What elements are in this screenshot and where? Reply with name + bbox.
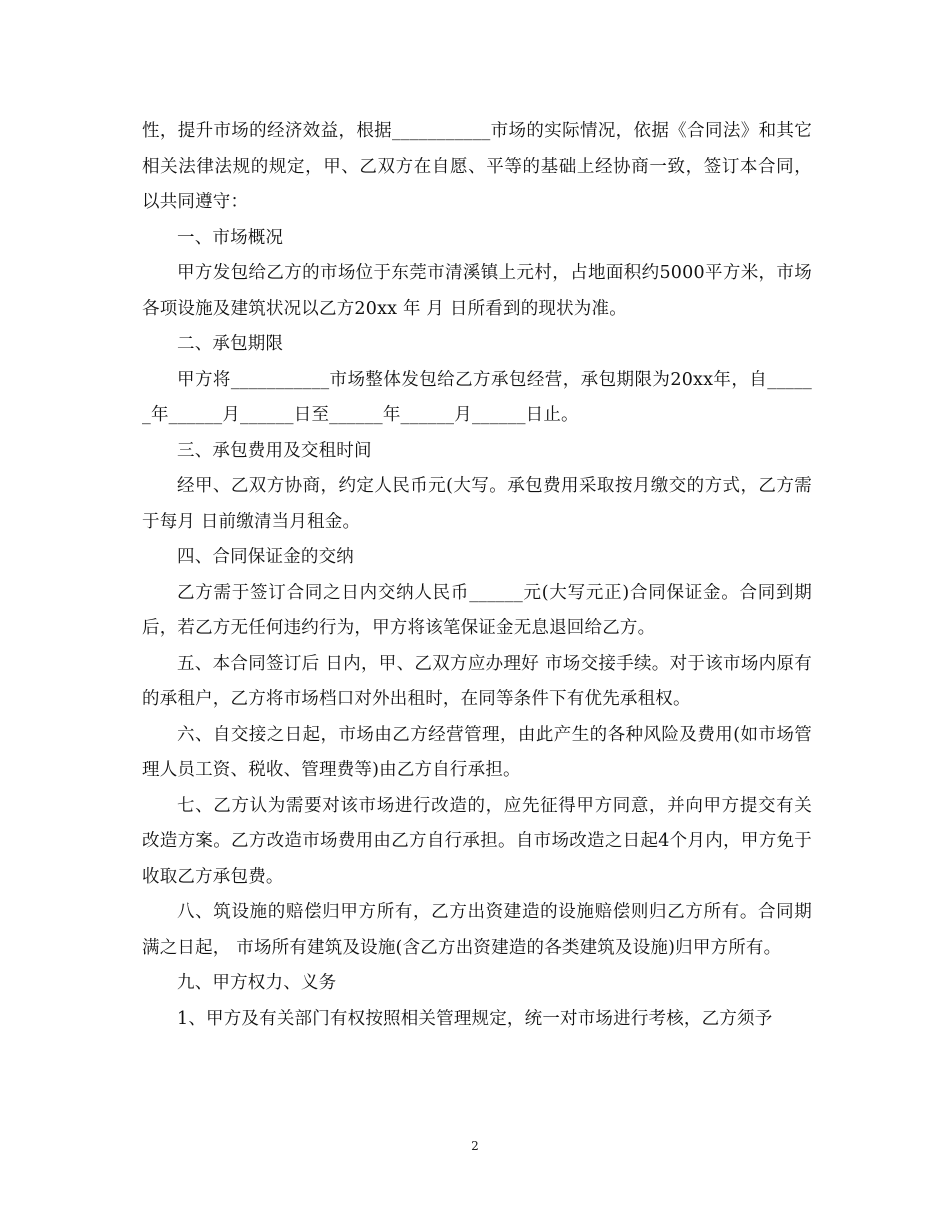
page-number: 2 xyxy=(471,1139,479,1153)
paragraph-intro-continued: 性，提升市场的经济效益，根据___________市场的实际情况，依据《合同法》和其它相关法律法规的规定，甲、乙双方在自愿、平等的基础上经协商一致，签订本合同，以共同遵守： xyxy=(142,121,812,212)
document-body xyxy=(142,114,812,1037)
clause-seven-renovation: 七、乙方认为需要对该市场进行改造的，应先征得甲方同意，并向甲方提交有关改造方案。乙方改造市场费用由乙方自行承担。自市场改造之日起4个月内，甲方免于收取乙方承包费。 xyxy=(142,795,812,887)
paragraph-contract-term: 甲方将___________市场整体发包给乙方承包经营，承包期限为20xx年，自______年______月______日至______年______月______日止。 xyxy=(142,369,812,425)
paragraph-fees-and-rent: 经甲、乙双方协商，约定人民币元(大写。承包费用采取按月缴交的方式，乙方需于每月 日前缴清当月租金。 xyxy=(142,476,812,532)
heading-market-overview: 一、市场概况 xyxy=(177,227,284,248)
heading-fees-and-rent: 三、承包费用及交租时间 xyxy=(177,440,372,461)
heading-deposit: 四、合同保证金的交纳 xyxy=(177,547,354,567)
heading-party-a-rights: 九、甲方权力、义务 xyxy=(177,973,337,993)
clause-six-management: 六、自交接之日起，市场由乙方经营管理，由此产生的各种风险及费用(如市场管理人员工资、税收、管理费等)由乙方自行承担。 xyxy=(142,724,812,780)
paragraph-market-overview: 甲方发包给乙方的市场位于东莞市清溪镇上元村，占地面积约5000平方米，市场各项设施及建筑状况以乙方20xx 年 月 日所看到的现状为准。 xyxy=(142,263,812,319)
heading-contract-term: 二、承包期限 xyxy=(177,334,284,354)
paragraph-party-a-rights-1: 1、甲方及有关部门有权按照相关管理规定，统一对市场进行考核，乙方须予 xyxy=(177,1008,773,1029)
clause-eight-ownership: 八、筑设施的赔偿归甲方所有，乙方出资建造的设施赔偿则归乙方所有。合同期满之日起， 市场所有建筑及设施(含乙方出资建造的各类建筑及设施)归甲方所有。 xyxy=(142,902,812,958)
paragraph-deposit: 乙方需于签订合同之日内交纳人民币______元(大写元正)合同保证金。合同到期后，若乙方无任何违约行为，甲方将该笔保证金无息退回给乙方。 xyxy=(142,582,812,638)
clause-five-handover: 五、本合同签订后 日内，甲、乙双方应办理好 市场交接手续。对于该市场内原有的承租户，乙方将市场档口对外出租时，在同等条件下有优先承租权。 xyxy=(142,653,812,709)
